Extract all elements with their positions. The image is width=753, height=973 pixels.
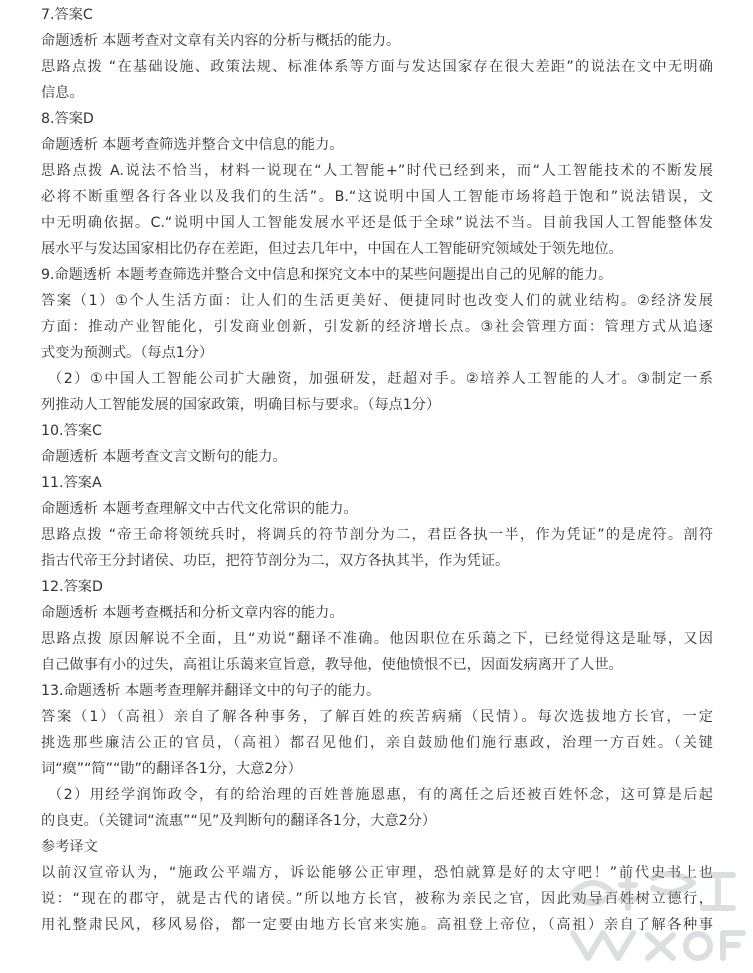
text-line: 信息。 bbox=[41, 85, 84, 101]
text-line: 11.答案A bbox=[41, 475, 102, 491]
text-line: 答案（1）①个人生活方面：让人们的生活更美好、便捷同时也改变人们的就业结构。②经济发展 bbox=[41, 293, 713, 309]
text-line: 列推动人工智能发展的国家政策，明确目标与要求。（每点1分） bbox=[41, 397, 441, 413]
text-line: 思路点拨 “在基础设施、政策法规、标准体系等方面与发达国家存在很大差距”的说法在文中无明确 bbox=[41, 59, 713, 75]
text-line: 答案（1）（高祖）亲自了解各种事务，了解百姓的疾苦病痛（民情）。每次选拔地方长官，一定 bbox=[41, 709, 713, 725]
text-line: 命题透析 本题考查文言文断句的能力。 bbox=[41, 449, 287, 465]
text-line: 命题透析 本题考查理解文中古代文化常识的能力。 bbox=[41, 501, 358, 517]
text-line: 词“瘼”“简”“勖”的翻译各1分，大意2分） bbox=[41, 761, 302, 777]
text-line: 指古代帝王分封诸侯、功臣，把符节剖分为二，双方各执其半，作为凭证。 bbox=[41, 553, 510, 569]
text-line: 思路点拨 “帝王命将领统兵时，将调兵的符节剖分为二，君臣各执一半，作为凭证”的是虎符。剖符 bbox=[41, 527, 713, 543]
text-line: 7.答案C bbox=[41, 7, 93, 23]
text-line: 命题透析 本题考查对文章有关内容的分析与概括的能力。 bbox=[41, 33, 401, 49]
text-line: 式变为预测式。（每点1分） bbox=[41, 345, 214, 361]
text-line: 挑选那些廉洁公正的官员，（高祖）都召见他们，亲自鼓励他们施行惠政，治理一方百姓。（关键 bbox=[41, 735, 713, 751]
text-line: 思路点拨 原因解说不全面，且“劝说”翻译不准确。他因职位在乐蔼之下，已经觉得这是耻辱，又因 bbox=[41, 631, 713, 647]
text-line: 中无明确依据。C.“说明中国人工智能发展水平还是低于全球”说法不当。目前我国人工智能整体发 bbox=[41, 215, 713, 231]
text-line: 方面：推动产业智能化，引发商业创新，引发新的经济增长点。③社会管理方面：管理方式从追逐 bbox=[41, 319, 713, 335]
text-line: 命题透析 本题考查筛选并整合文中信息的能力。 bbox=[41, 137, 344, 153]
text-line: 8.答案D bbox=[41, 111, 94, 127]
text-line: 思路点拨 A.说法不恰当，材料一说现在“人工智能+”时代已经到来，而“人工智能技术的不断发展 bbox=[41, 163, 713, 179]
text-line: 13.命题透析 本题考查理解并翻译文中的句子的能力。 bbox=[41, 683, 381, 699]
text-line: 12.答案D bbox=[41, 579, 103, 595]
text-line: 用礼整肃民风，移风易俗，都一定要由地方长官来实施。高祖登上帝位，（高祖）亲自了解各种事 bbox=[41, 917, 713, 933]
text-line: 说：“现在的郡守，就是古代的诸侯。”所以地方长官，被称为亲民之官，因此劝导百姓树立德行， bbox=[41, 891, 713, 907]
text-line: 9.命题透析 本题考查筛选并整合文中信息和探究文本中的某些问题提出自己的见解的能力。 bbox=[41, 267, 613, 283]
text-line: 自己做事有小的过失，高祖让乐蔼来宣旨意，教导他，使他愤恨不已，因面发病离开了人世。 bbox=[41, 657, 623, 673]
text-line: 命题透析 本题考查概括和分析文章内容的能力。 bbox=[41, 605, 344, 621]
text-line: （2）①中国人工智能公司扩大融资，加强研发，赶超对手。②培养人工智能的人才。③制定一系 bbox=[48, 371, 713, 387]
text-line: 以前汉宣帝认为，“施政公平端方，诉讼能够公正审理，恐怕就算是好的太守吧！”前代史书上也 bbox=[41, 865, 713, 881]
text-line: 必将不断重塑各行各业以及我们的生活”。B.“这说明中国人工智能市场将趋于饱和”说法错误，文 bbox=[41, 189, 713, 205]
text-line: 的良吏。（关键词“流惠”“见”及判断句的翻译各1分，大意2分） bbox=[41, 813, 437, 829]
text-line: 参考译文 bbox=[41, 839, 98, 855]
text-line: 10.答案C bbox=[41, 423, 102, 439]
text-line: （2）用经学润饰政令，有的给治理的百姓普施恩惠，有的离任之后还被百姓怀念，这可算是后起 bbox=[48, 787, 713, 803]
text-line: 展水平与发达国家相比仍存在差距，但过去几年中，中国在人工智能研究领域处于领先地位。 bbox=[41, 241, 623, 257]
